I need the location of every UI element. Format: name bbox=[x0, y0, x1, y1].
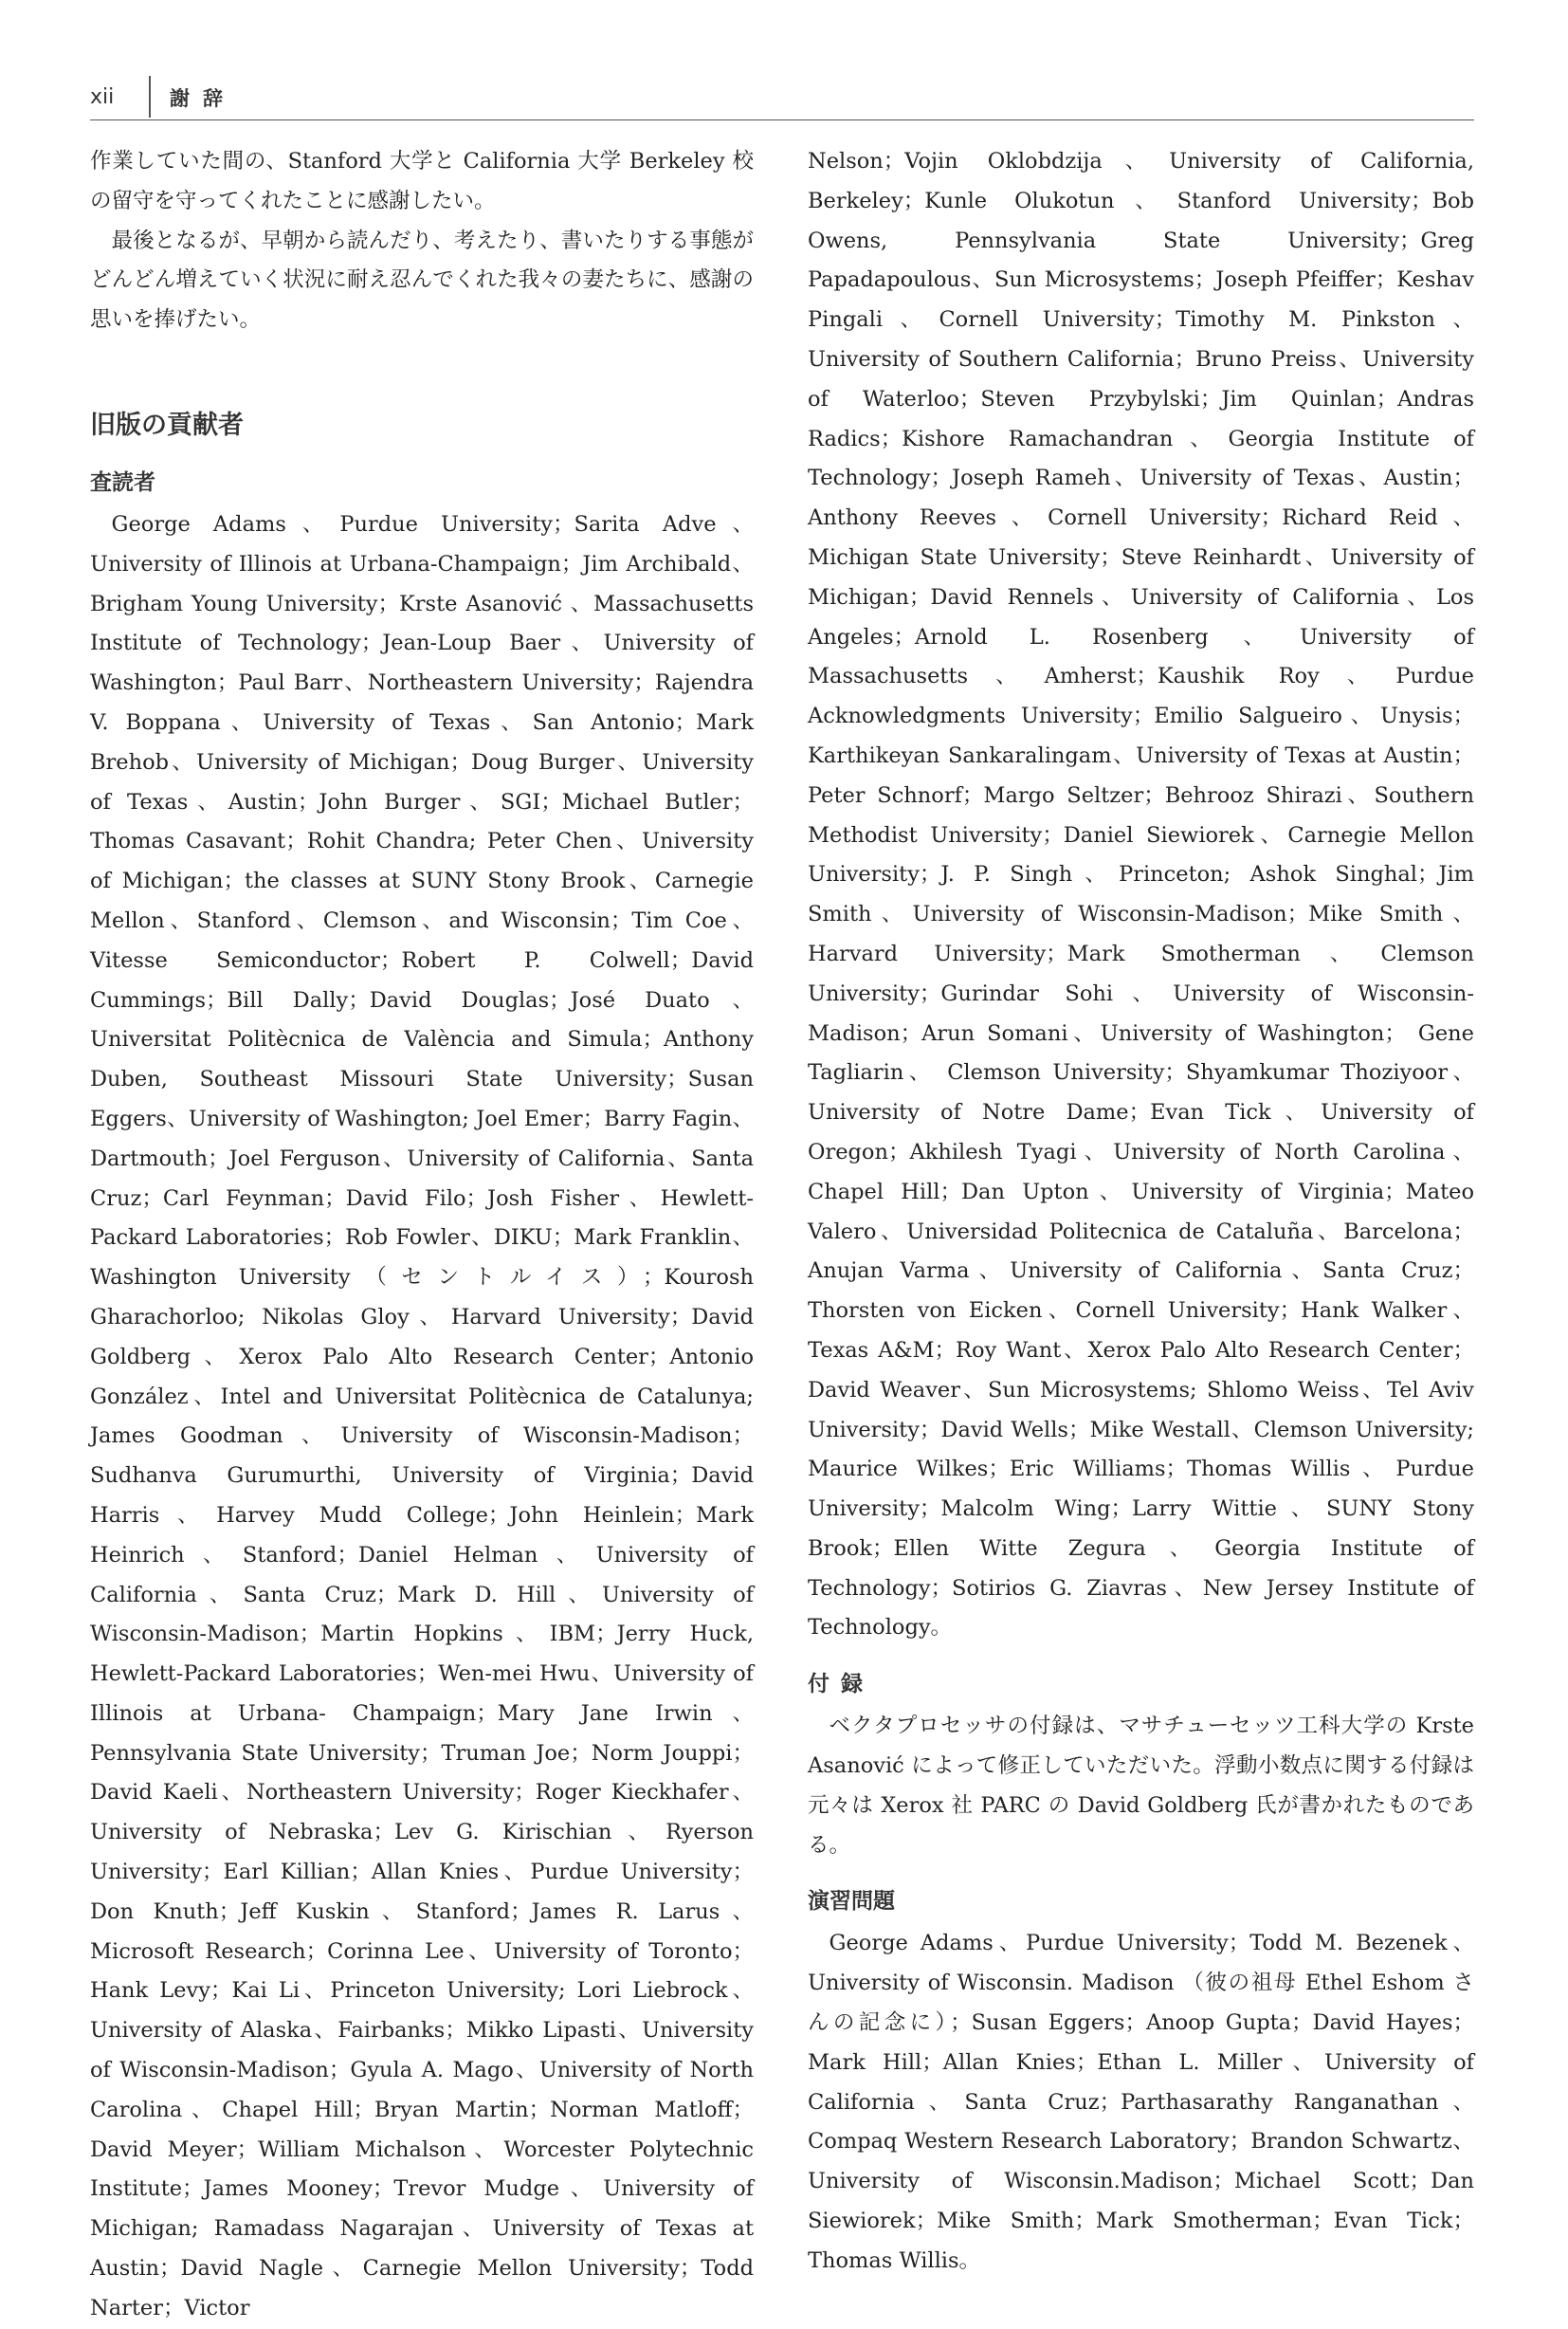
subheading-appendix: 付録 bbox=[808, 1672, 874, 1697]
header-divider bbox=[149, 76, 151, 118]
section-heading-previous-contributors: 旧版の貢献者 bbox=[90, 410, 244, 440]
exercises-paragraph: George Adams、Purdue University；Todd M. Bezenek、University of Wisconsin. Madison （彼の祖母 Ethel Eshom さんの記念に）；Susan Eggers；Anoop Gupta；David Hayes；Mark Hill；Allan Knies；Ethan L. Miller、University of California、Santa Cruz；Parthasarathy Ranganathan、Compaq Western Research Laboratory；Brandon Schwartz、University of Wisconsin.Madison；Michael Scott；Dan Siewiorek；Mike Smith；Mark Smotherman；Evan Tick；Thomas Willis。 bbox=[808, 1931, 1474, 2273]
subheading-reviewers: 査読者 bbox=[90, 469, 155, 495]
appendix-paragraph: ベクタプロセッサの付録は、マサチューセッツ工科大学の Krste Asanović によって修正していただいた。浮動小数点に関する付録は元々は Xerox 社 PARC の David Goldberg 氏が書かれたものである。 bbox=[808, 1714, 1474, 1858]
running-header bbox=[90, 82, 1474, 120]
closing-paragraph-2: 最後となるが、早朝から読んだり、考えたり、書いたりする事態がどんどん増えていく状況に耐え忍んでくれた我々の妻たちに、感謝の思いを捧げたい。 bbox=[90, 228, 754, 333]
closing-paragraph-1: 作業していた間の、Stanford 大学と California 大学 Berkeley 校の留守を守ってくれたことに感謝したい。 bbox=[90, 149, 754, 213]
running-head-title: 謝辞 bbox=[170, 87, 236, 110]
right-column bbox=[808, 142, 1474, 2282]
reviewers-list-continued: Nelson；Vojin Oklobdzija、University of California, Berkeley；Kunle Olukotun、Stanford University；Bob Owens, Pennsylvania State University；Greg Papadapoulous、Sun Microsystems；Joseph Pfeiffer；Keshav Pingali、Cornell University；Timothy M. Pinkston、University of Southern California；Bruno Preiss、University of Waterloo；Steven Przybylski；Jim Quinlan；Andras Radics；Kishore Ramachandran、Georgia Institute of Technology；Joseph Rameh、University of Texas、Austin；Anthony Reeves、Cornell University；Richard Reid、Michigan State University；Steve Reinhardt、University of Michigan；David Rennels、University of California、Los Angeles；Arnold L. Rosenberg、University of Massachusetts、Amherst；Kaushik Roy、Purdue Acknowledgments University；Emilio Salgueiro、Unysis；Karthikeyan Sankaralingam、University of Texas at Austin；Peter Schnorf；Margo Seltzer；Behrooz Shirazi、Southern Methodist University；Daniel Siewiorek、Carnegie Mellon University；J. P. Singh、Princeton; Ashok Singhal；Jim Smith、University of Wisconsin-Madison；Mike Smith、Harvard University；Mark Smotherman、Clemson University；Gurindar Sohi、University of Wisconsin-Madison；Arun Somani、University of Washington； Gene Tagliarin、 Clemson University；Shyamkumar Thoziyoor、University of Notre Dame；Evan Tick、University of Oregon；Akhilesh Tyagi、University of North Carolina、Chapel Hill；Dan Upton、University of Virginia；Mateo Valero、Universidad Politecnica de Cataluña、Barcelona；Anujan Varma、University of California、Santa Cruz；Thorsten von Eicken、Cornell University；Hank Walker、Texas A&M；Roy Want、Xerox Palo Alto Research Center；David Weaver、Sun Microsystems; Shlomo Weiss、Tel Aviv University；David Wells；Mike Westall、Clemson University; Maurice Wilkes；Eric Williams；Thomas Willis、Purdue University；Malcolm Wing；Larry Wittie、SUNY Stony Brook；Ellen Witte Zegura、Georgia Institute of Technology；Sotirios G. Ziavras、New Jersey Institute of Technology。 bbox=[808, 149, 1474, 1641]
page-number: xii bbox=[90, 85, 115, 109]
left-column bbox=[90, 142, 754, 2329]
reviewers-list: George Adams、Purdue University；Sarita Adve、University of Illinois at Urbana-Champaign；Jim Archibald、Brigham Young University；Krste Asanović 、Massachusetts Institute of Technology；Jean-Loup Baer、University of Washington；Paul Barr、Northeastern University；Rajendra V. Boppana、University of Texas、San Antonio；Mark Brehob、University of Michigan；Doug Burger、University of Texas、Austin；John Burger、SGI；Michael Butler；Thomas Casavant；Rohit Chandra; Peter Chen、University of Michigan；the classes at SUNY Stony Brook、Carnegie Mellon、Stanford、Clemson、and Wisconsin；Tim Coe、Vitesse Semiconductor；Robert P. Colwell；David Cummings；Bill Dally；David Douglas；José Duato、Universitat Politècnica de València and Simula；Anthony Duben, Southeast Missouri State University；Susan Eggers、University of Washington; Joel Emer；Barry Fagin、Dartmouth；Joel Ferguson、University of California、Santa Cruz；Carl Feynman；David Filo；Josh Fisher、Hewlett-Packard Laboratories；Rob Fowler、DIKU；Mark Franklin、Washington University（セントルイス）；Kourosh Gharachorloo; Nikolas Gloy、Harvard University；David Goldberg、Xerox Palo Alto Research Center；Antonio González、Intel and Universitat Politècnica de Catalunya; James Goodman、University of Wisconsin-Madison；Sudhanva Gurumurthi, University of Virginia；David Harris、Harvey Mudd College；John Heinlein；Mark Heinrich、Stanford；Daniel Helman、University of California、Santa Cruz；Mark D. Hill、University of Wisconsin-Madison；Martin Hopkins、IBM；Jerry Huck, Hewlett-Packard Laboratories；Wen-mei Hwu、University of Illinois at Urbana- Champaign；Mary Jane Irwin、Pennsylvania State University；Truman Joe；Norm Jouppi；David Kaeli、Northeastern University；Roger Kieckhafer、University of Nebraska；Lev G. Kirischian、Ryerson University；Earl Killian；Allan Knies、Purdue University；Don Knuth；Jeff Kuskin、Stanford；James R. Larus、Microsoft Research；Corinna Lee、University of Toronto；Hank Levy；Kai Li、Princeton University; Lori Liebrock、University of Alaska、Fairbanks；Mikko Lipasti、University of Wisconsin-Madison；Gyula A. Mago、University of North Carolina、Chapel Hill；Bryan Martin；Norman Matloff；David Meyer；William Michalson、Worcester Polytechnic Institute；James Mooney；Trevor Mudge、University of Michigan; Ramadass Nagarajan、University of Texas at Austin；David Nagle、Carnegie Mellon University；Todd Narter；Victor bbox=[90, 511, 754, 2320]
subheading-exercises: 演習問題 bbox=[808, 1889, 895, 1915]
